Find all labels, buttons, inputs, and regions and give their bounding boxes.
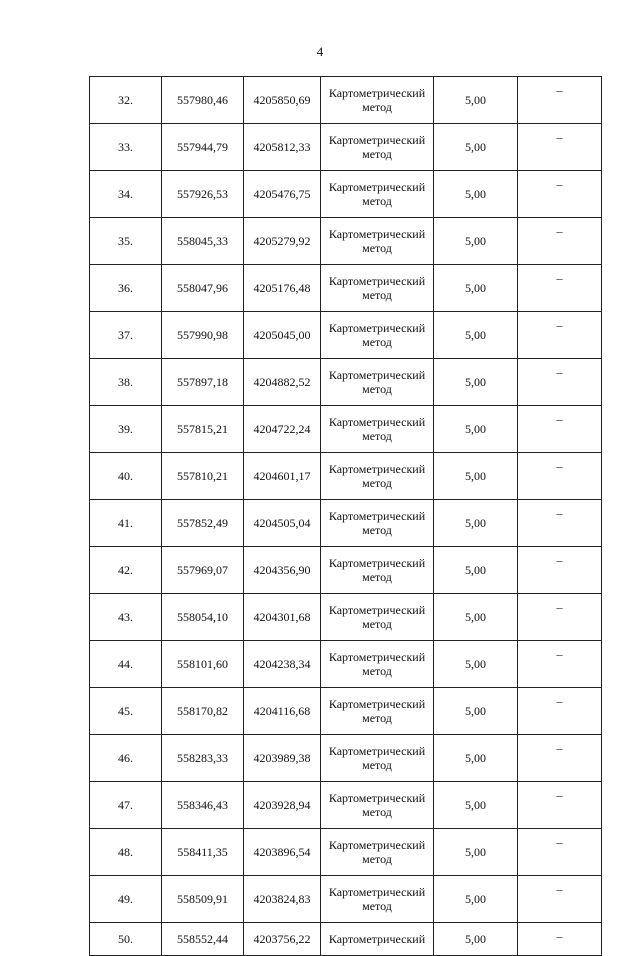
table-row xyxy=(90,641,602,688)
table-row xyxy=(90,406,602,453)
x-coordinate-cell: 557897,18 xyxy=(162,359,244,406)
y-coordinate-cell: 4204116,68 xyxy=(244,688,321,735)
x-coordinate-cell: 557815,21 xyxy=(162,406,244,453)
method-cell xyxy=(321,453,434,500)
method-cell xyxy=(321,312,434,359)
method-cell xyxy=(321,171,434,218)
method-cell xyxy=(321,77,434,124)
x-coordinate-cell: 557810,21 xyxy=(162,453,244,500)
accuracy-cell: 5,00 xyxy=(434,735,518,782)
y-coordinate-cell: 4203824,83 xyxy=(244,876,321,923)
y-coordinate-cell: 4204505,04 xyxy=(244,500,321,547)
note-cell: – xyxy=(518,735,602,782)
note-cell: – xyxy=(518,312,602,359)
method-line-2: метод xyxy=(362,617,392,631)
method-line-2: метод xyxy=(362,852,392,866)
accuracy-cell: 5,00 xyxy=(434,876,518,923)
method-cell xyxy=(321,500,434,547)
method-cell xyxy=(321,406,434,453)
y-coordinate-cell: 4205850,69 xyxy=(244,77,321,124)
note-cell: – xyxy=(518,359,602,406)
note-cell: – xyxy=(518,641,602,688)
table-row xyxy=(90,829,602,876)
y-coordinate-cell: 4204238,34 xyxy=(244,641,321,688)
table-row xyxy=(90,782,602,829)
point-number-cell: 43. xyxy=(90,594,162,641)
point-number-cell: 32. xyxy=(90,77,162,124)
point-number-cell: 48. xyxy=(90,829,162,876)
accuracy-cell: 5,00 xyxy=(434,124,518,171)
table-row xyxy=(90,500,602,547)
method-line-1: Картометрический xyxy=(328,791,426,805)
page-number: 4 xyxy=(316,44,324,59)
method-cell xyxy=(321,829,434,876)
method-cell xyxy=(321,359,434,406)
note-cell: – xyxy=(518,594,602,641)
point-number-cell: 37. xyxy=(90,312,162,359)
point-number-cell: 38. xyxy=(90,359,162,406)
x-coordinate-cell: 557926,53 xyxy=(162,171,244,218)
method-line-1: Картометрический xyxy=(328,603,426,617)
accuracy-cell: 5,00 xyxy=(434,406,518,453)
point-number-cell: 35. xyxy=(90,218,162,265)
y-coordinate-cell: 4203896,54 xyxy=(244,829,321,876)
accuracy-cell: 5,00 xyxy=(434,500,518,547)
method-line-2: метод xyxy=(362,664,392,678)
method-line-1: Картометрический xyxy=(328,274,426,288)
method-line-2: метод xyxy=(362,100,392,114)
accuracy-cell: 5,00 xyxy=(434,312,518,359)
accuracy-cell: 5,00 xyxy=(434,688,518,735)
x-coordinate-cell: 557944,79 xyxy=(162,124,244,171)
table-row xyxy=(90,594,602,641)
table-row xyxy=(90,735,602,782)
point-number-cell: 41. xyxy=(90,500,162,547)
table-row xyxy=(90,218,602,265)
x-coordinate-cell: 557969,07 xyxy=(162,547,244,594)
note-cell: – xyxy=(518,829,602,876)
method-line-1: Картометрический xyxy=(328,650,426,664)
y-coordinate-cell: 4204882,52 xyxy=(244,359,321,406)
x-coordinate-cell: 557852,49 xyxy=(162,500,244,547)
accuracy-cell: 5,00 xyxy=(434,547,518,594)
method-line-2: метод xyxy=(362,523,392,537)
table-row xyxy=(90,688,602,735)
method-cell xyxy=(321,265,434,312)
note-cell: – xyxy=(518,124,602,171)
accuracy-cell: 5,00 xyxy=(434,923,518,956)
table-row xyxy=(90,171,602,218)
point-number-cell: 45. xyxy=(90,688,162,735)
method-line-2: метод xyxy=(362,288,392,302)
method-cell xyxy=(321,218,434,265)
method-cell xyxy=(321,688,434,735)
method-line-2: метод xyxy=(362,758,392,772)
y-coordinate-cell: 4203989,38 xyxy=(244,735,321,782)
point-number-cell: 33. xyxy=(90,124,162,171)
point-number-cell: 34. xyxy=(90,171,162,218)
x-coordinate-cell: 558283,33 xyxy=(162,735,244,782)
y-coordinate-cell: 4203928,94 xyxy=(244,782,321,829)
method-cell xyxy=(321,735,434,782)
method-line-1: Картометрический xyxy=(328,838,426,852)
method-line-2: метод xyxy=(362,194,392,208)
table-row xyxy=(90,265,602,312)
note-cell: – xyxy=(518,218,602,265)
y-coordinate-cell: 4204601,17 xyxy=(244,453,321,500)
method-line-2: метод xyxy=(362,476,392,490)
x-coordinate-cell: 558045,33 xyxy=(162,218,244,265)
point-number-cell: 49. xyxy=(90,876,162,923)
table-row xyxy=(90,312,602,359)
table-row xyxy=(90,453,602,500)
y-coordinate-cell: 4204301,68 xyxy=(244,594,321,641)
point-number-cell: 42. xyxy=(90,547,162,594)
x-coordinate-cell: 558101,60 xyxy=(162,641,244,688)
method-line-2: метод xyxy=(362,241,392,255)
accuracy-cell: 5,00 xyxy=(434,171,518,218)
y-coordinate-cell: 4205812,33 xyxy=(244,124,321,171)
x-coordinate-cell: 557990,98 xyxy=(162,312,244,359)
method-line-1: Картометрический xyxy=(328,180,426,194)
x-coordinate-cell: 558509,91 xyxy=(162,876,244,923)
method-cell xyxy=(321,124,434,171)
method-cell xyxy=(321,594,434,641)
note-cell: – xyxy=(518,923,602,956)
method-line-1: Картометрический xyxy=(328,227,426,241)
x-coordinate-cell: 558047,96 xyxy=(162,265,244,312)
table-row xyxy=(90,359,602,406)
table-row xyxy=(90,77,602,124)
coordinates-table xyxy=(89,76,602,956)
method-line-1: Картометрический xyxy=(328,415,426,429)
x-coordinate-cell: 557980,46 xyxy=(162,77,244,124)
y-coordinate-cell: 4204722,24 xyxy=(244,406,321,453)
point-number-cell: 36. xyxy=(90,265,162,312)
method-cell xyxy=(321,923,434,956)
accuracy-cell: 5,00 xyxy=(434,641,518,688)
accuracy-cell: 5,00 xyxy=(434,77,518,124)
method-line-2: метод xyxy=(362,382,392,396)
x-coordinate-cell: 558346,43 xyxy=(162,782,244,829)
method-line-1: Картометрический xyxy=(328,932,426,946)
table-row xyxy=(90,547,602,594)
y-coordinate-cell: 4205279,92 xyxy=(244,218,321,265)
method-line-1: Картометрический xyxy=(328,885,426,899)
x-coordinate-cell: 558054,10 xyxy=(162,594,244,641)
method-cell xyxy=(321,547,434,594)
method-line-2: метод xyxy=(362,711,392,725)
point-number-cell: 50. xyxy=(90,923,162,956)
method-line-1: Картометрический xyxy=(328,744,426,758)
x-coordinate-cell: 558170,82 xyxy=(162,688,244,735)
accuracy-cell: 5,00 xyxy=(434,594,518,641)
note-cell: – xyxy=(518,547,602,594)
method-line-1: Картометрический xyxy=(328,556,426,570)
method-line-2: метод xyxy=(362,805,392,819)
note-cell: – xyxy=(518,77,602,124)
accuracy-cell: 5,00 xyxy=(434,453,518,500)
method-line-1: Картометрический xyxy=(328,133,426,147)
y-coordinate-cell: 4205045,00 xyxy=(244,312,321,359)
accuracy-cell: 5,00 xyxy=(434,359,518,406)
method-line-1: Картометрический xyxy=(328,321,426,335)
point-number-cell: 47. xyxy=(90,782,162,829)
accuracy-cell: 5,00 xyxy=(434,829,518,876)
table-row xyxy=(90,876,602,923)
method-line-2: метод xyxy=(362,899,392,913)
accuracy-cell: 5,00 xyxy=(434,782,518,829)
note-cell: – xyxy=(518,876,602,923)
method-line-2: метод xyxy=(362,147,392,161)
note-cell: – xyxy=(518,406,602,453)
method-line-1: Картометрический xyxy=(328,368,426,382)
y-coordinate-cell: 4205176,48 xyxy=(244,265,321,312)
note-cell: – xyxy=(518,171,602,218)
method-cell xyxy=(321,641,434,688)
point-number-cell: 44. xyxy=(90,641,162,688)
note-cell: – xyxy=(518,688,602,735)
note-cell: – xyxy=(518,265,602,312)
x-coordinate-cell: 558552,44 xyxy=(162,923,244,956)
method-line-1: Картометрический xyxy=(328,86,426,100)
method-line-1: Картометрический xyxy=(328,509,426,523)
y-coordinate-cell: 4204356,90 xyxy=(244,547,321,594)
accuracy-cell: 5,00 xyxy=(434,265,518,312)
x-coordinate-cell: 558411,35 xyxy=(162,829,244,876)
method-line-2: метод xyxy=(362,429,392,443)
accuracy-cell: 5,00 xyxy=(434,218,518,265)
point-number-cell: 39. xyxy=(90,406,162,453)
method-line-2: метод xyxy=(362,335,392,349)
method-cell xyxy=(321,782,434,829)
point-number-cell: 46. xyxy=(90,735,162,782)
note-cell: – xyxy=(518,782,602,829)
method-line-2: метод xyxy=(362,570,392,584)
method-line-1: Картометрический xyxy=(328,697,426,711)
y-coordinate-cell: 4205476,75 xyxy=(244,171,321,218)
table-row xyxy=(90,124,602,171)
note-cell: – xyxy=(518,500,602,547)
point-number-cell: 40. xyxy=(90,453,162,500)
y-coordinate-cell: 4203756,22 xyxy=(244,923,321,956)
note-cell: – xyxy=(518,453,602,500)
method-cell xyxy=(321,876,434,923)
method-line-1: Картометрический xyxy=(328,462,426,476)
table-row xyxy=(90,923,602,956)
